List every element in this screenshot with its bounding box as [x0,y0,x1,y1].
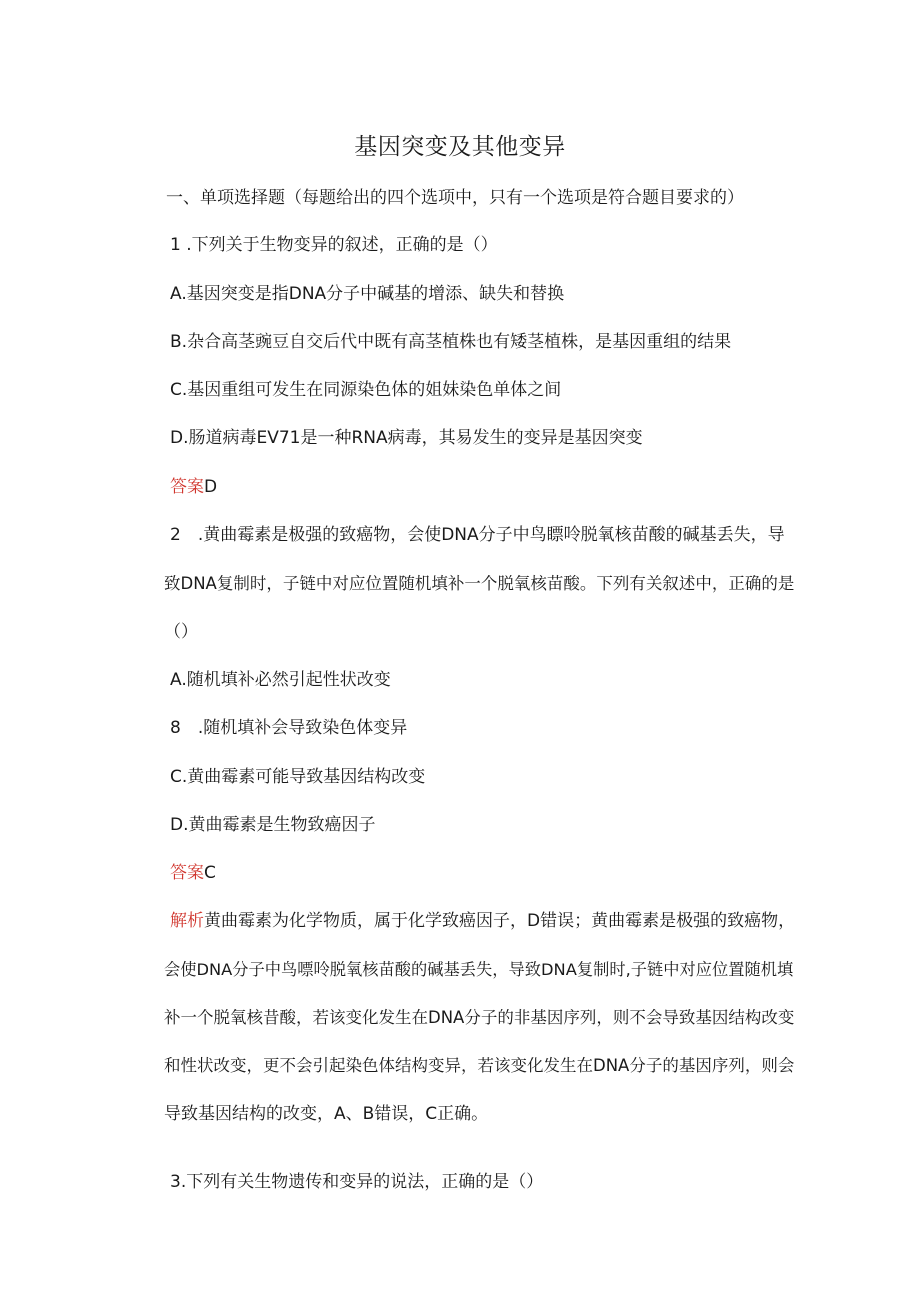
q2-option-c: C.黄曲霉素可能导致基因结构改变 [170,767,426,787]
page-title: 基因突变及其他变异 [354,134,566,160]
q1-answer-value: D [204,477,218,497]
q1-option-c: C.基因重组可发生在同源染色体的姐妹染色单体之间 [170,380,562,400]
q2-answer-label: 答案 [170,863,204,883]
q2-stem-line3: （） [164,622,198,642]
q2-answer-value: C [204,863,216,883]
q2-analysis-label: 解析 [170,911,204,931]
q1-option-a: A.基因突变是指DNA分子中碱基的增添、缺失和替换 [170,284,565,304]
q1-answer-label: 答案 [170,477,204,497]
q1-option-b: B.杂合高茎豌豆自交后代中既有高茎植株也有矮茎植株，是基因重组的结果 [170,332,732,352]
q2-analysis-text1: 黄曲霉素为化学物质，属于化学致癌因子，D错误；黄曲霉素是极强的致癌物， [204,911,796,931]
q1-answer [170,475,217,499]
q2-option-d: D.黄曲霉素是生物致癌因子 [170,815,376,835]
q2-answer [170,861,216,885]
q2-analysis-line1 [170,909,795,933]
q2-analysis-line4: 和性状改变，更不会引起染色体结构变异，若该变化发生在DNA分子的基因序列，则会 [164,1056,795,1075]
q3-stem: 3.下列有关生物遗传和变异的说法，正确的是（） [170,1172,544,1192]
section-heading: 一、单项选择题（每题给出的四个选项中，只有一个选项是符合题目要求的） [166,188,744,208]
q2-stem-line1: 2 .黄曲霉素是极强的致癌物，会使DNA分子中鸟瞟呤脱氧核苗酸的碱基丢失，导 [170,525,785,545]
q2-analysis-line5: 导致基因结构的改变，A、B错误，C正确。 [164,1104,489,1124]
q2-analysis-line2: 会使DNA分子中鸟嘌呤脱氧核苗酸的碱基丢失，导致DNA复制时,子链中对应位置随机填 [164,960,794,979]
q2-option-a: A.随机填补必然引起性状改变 [170,670,391,690]
q1-stem: 1 .下列关于生物变异的叙述，正确的是（） [170,235,498,255]
q2-option-b: 8 .随机填补会导致染色体变异 [170,718,408,738]
q2-stem-line2: 致DNA复制时，子链中对应位置随机填补一个脱氧核苗酸。下列有关叙述中，正确的是 [164,574,795,593]
q1-option-d: D.肠道病毒EV71是一种RNA病毒，其易发生的变异是基因突变 [170,428,643,448]
q2-analysis-line3: 补一个脱氧核昔酸，若该变化发生在DNA分子的非基因序列，则不会导致基因结构改变 [164,1008,795,1027]
